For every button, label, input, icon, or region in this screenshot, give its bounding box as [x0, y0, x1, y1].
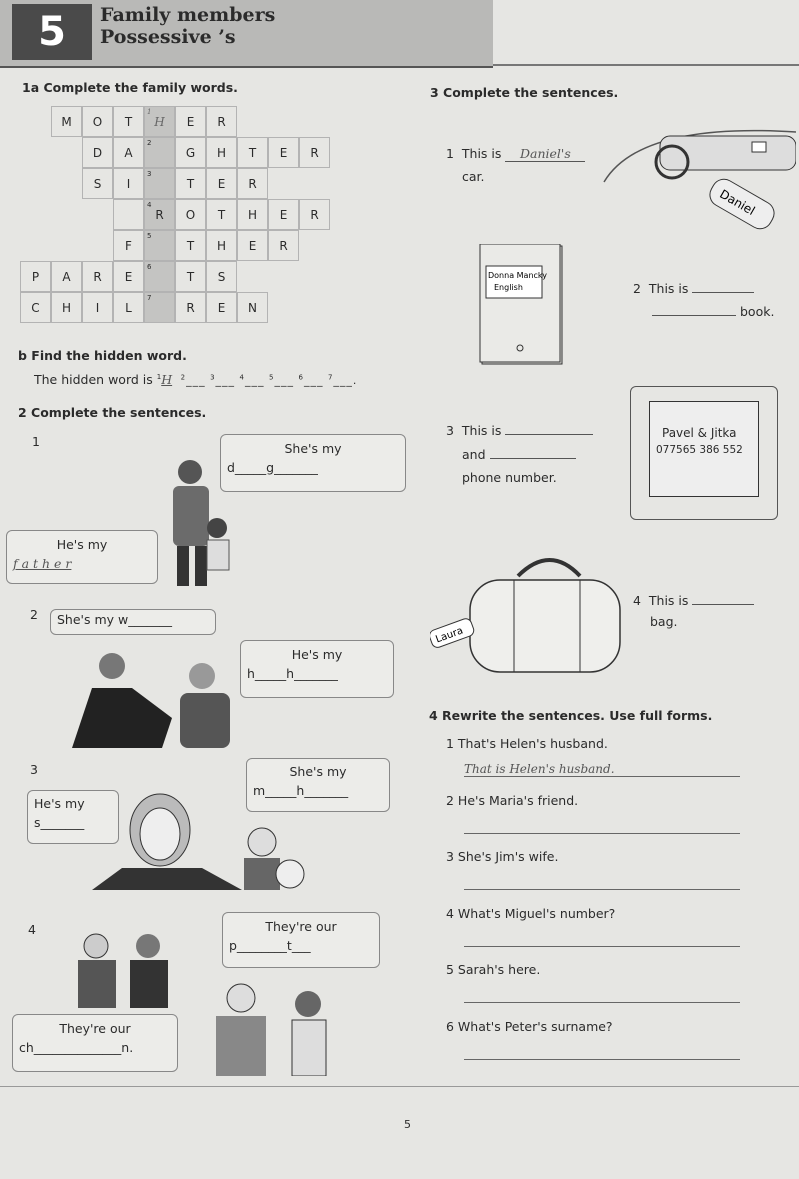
children-illustration: [196, 976, 346, 1076]
bag-illustration: [430, 554, 626, 680]
crossword-cell[interactable]: S: [82, 168, 113, 199]
crossword-cell[interactable]: H: [206, 137, 237, 168]
speech-bubble: She's my m_____h_______: [246, 758, 390, 812]
crossword-cell[interactable]: H: [237, 199, 268, 230]
ex3-item-3: 3 This is: [446, 423, 593, 438]
ex2-item-number: 3: [30, 762, 38, 777]
ex4-heading: 4 Rewrite the sentences. Use full forms.: [429, 708, 713, 723]
mother-son-illustration: [92, 790, 312, 894]
ex1b-heading: b Find the hidden word.: [18, 348, 187, 363]
crossword-cell[interactable]: A: [113, 137, 144, 168]
ex4-answer-line[interactable]: [464, 871, 740, 890]
title-line: Family members: [100, 4, 276, 26]
ex4-answer-line[interactable]: [464, 1041, 740, 1060]
ex4-question: 5 Sarah's here.: [446, 962, 541, 977]
speech-bubble: He's my s_______: [27, 790, 119, 844]
speech-bubble: He's my h_____h_______: [240, 640, 394, 698]
crossword-cell[interactable]: F: [113, 230, 144, 261]
answer-blank[interactable]: [505, 434, 593, 435]
ex3-heading: 3 Complete the sentences.: [430, 85, 619, 100]
key-tag: Daniel: [717, 186, 758, 219]
crossword-cell[interactable]: R: [268, 230, 299, 261]
crossword-cell[interactable]: E: [268, 137, 299, 168]
ex3-item-4: 4 This is: [633, 593, 754, 608]
ex2-item-number: 4: [28, 922, 36, 937]
answer-filled[interactable]: Daniel's: [505, 146, 585, 162]
hidden-word-answer[interactable]: H: [161, 372, 173, 387]
clue-number: 2: [147, 139, 152, 147]
speech-bubble: They're our p________t___: [222, 912, 380, 968]
ex4-answer-line[interactable]: [464, 815, 740, 834]
answer-blank[interactable]: [692, 292, 754, 293]
ex4-answer-line[interactable]: [464, 984, 740, 1003]
header-rule: [493, 64, 799, 66]
crossword-cell[interactable]: E: [206, 292, 237, 323]
crossword-cell[interactable]: P: [20, 261, 51, 292]
ex2-heading: 2 Complete the sentences.: [18, 405, 207, 420]
crossword-cell[interactable]: O: [175, 199, 206, 230]
crossword-cell[interactable]: T: [175, 168, 206, 199]
crossword-cell[interactable]: E: [113, 261, 144, 292]
ex4-answer-line[interactable]: That is Helen's husband.: [464, 758, 740, 777]
footer-rule: [0, 1086, 799, 1087]
crossword-cell[interactable]: 4 R: [144, 199, 175, 230]
crossword-cell[interactable]: D: [82, 137, 113, 168]
book-illustration: [476, 244, 570, 368]
crossword-cell[interactable]: E: [268, 199, 299, 230]
phone-number-display: 077565 386 552: [656, 444, 743, 456]
crossword-cell[interactable]: M: [51, 106, 82, 137]
crossword-cell[interactable]: T: [113, 106, 144, 137]
crossword-cell[interactable]: S: [206, 261, 237, 292]
answer-blank[interactable]: [652, 315, 736, 316]
crossword-cell[interactable]: E: [175, 106, 206, 137]
crossword-cell[interactable]: C: [20, 292, 51, 323]
car-keys-illustration: [600, 112, 796, 244]
speech-bubble: He's my f a t h e r: [6, 530, 158, 584]
ex3-item-2: 2 This is: [633, 281, 754, 296]
crossword-cell[interactable]: H: [206, 230, 237, 261]
speech-bubble: She's my d_____g_______: [220, 434, 406, 492]
answer-blank[interactable]: [692, 604, 754, 605]
ex2-item-number: 2: [30, 607, 38, 622]
ex4-question: 1 That's Helen's husband.: [446, 736, 608, 751]
crossword-cell[interactable]: 1 H: [144, 106, 175, 137]
answer-blank[interactable]: s_______: [34, 815, 85, 830]
bag-tag: Laura: [434, 625, 465, 646]
crossword-cell[interactable]: G: [175, 137, 206, 168]
crossword-cell[interactable]: R: [299, 137, 330, 168]
answer-blank[interactable]: She's my w_______: [57, 612, 172, 627]
answer-blank[interactable]: ch______________n.: [19, 1040, 134, 1055]
crossword-cell[interactable]: A: [51, 261, 82, 292]
answer-blank[interactable]: p________t___: [229, 938, 311, 953]
phone-illustration: [630, 386, 778, 520]
crossword-cell[interactable]: E: [237, 230, 268, 261]
crossword-cell[interactable]: R: [237, 168, 268, 199]
father-daughter-illustration: [145, 450, 245, 590]
clue-number: 3: [147, 170, 152, 178]
clue-number: 7: [147, 294, 152, 302]
ex1a-heading: 1a Complete the family words.: [22, 80, 238, 95]
answer-filled[interactable]: f a t h e r: [13, 556, 72, 571]
ex4-question: 2 He's Maria's friend.: [446, 793, 579, 808]
crossword-cell[interactable]: L: [113, 292, 144, 323]
crossword-cell[interactable]: T: [175, 230, 206, 261]
crossword-cell[interactable]: [113, 199, 144, 230]
crossword-cell[interactable]: R: [206, 106, 237, 137]
ex4-question: 6 What's Peter's surname?: [446, 1019, 613, 1034]
crossword-cell[interactable]: T: [206, 199, 237, 230]
answer-blank[interactable]: m_____h_______: [253, 783, 349, 798]
crossword-cell[interactable]: I: [82, 292, 113, 323]
answer-blank[interactable]: h_____h_______: [247, 666, 338, 681]
svg-text:English: English: [494, 283, 523, 292]
ex4-answer-line[interactable]: [464, 928, 740, 947]
subtitle-line: Possessive ’s: [100, 26, 236, 48]
crossword-cell[interactable]: R: [175, 292, 206, 323]
ex4-question: 4 What's Miguel's number?: [446, 906, 616, 921]
crossword-cell[interactable]: T: [175, 261, 206, 292]
ex3-item-1: 1 This is Daniel's: [446, 146, 585, 162]
crossword-cell[interactable]: R: [82, 261, 113, 292]
speech-bubble: [50, 609, 216, 635]
speech-bubble: They're our ch______________n.: [12, 1014, 178, 1072]
answer-blank[interactable]: d_____g_______: [227, 460, 318, 475]
unit-title: [100, 4, 275, 48]
crossword-cell[interactable]: E: [206, 168, 237, 199]
crossword-cell[interactable]: R: [299, 199, 330, 230]
parents-illustration: [56, 928, 180, 1008]
hidden-word-line: The hidden word is $^1$H $^2$___ $^3$___ $^4$___ $^5$___ $^6$___ $^7$___.: [34, 372, 358, 387]
answer-blank[interactable]: [490, 458, 576, 459]
crossword-cell[interactable]: T: [237, 137, 268, 168]
crossword-cell[interactable]: O: [82, 106, 113, 137]
crossword-cell[interactable]: [144, 292, 175, 323]
crossword-cell[interactable]: H: [51, 292, 82, 323]
clue-number: 6: [147, 263, 152, 271]
hidden-word-prompt: The hidden word is: [34, 372, 153, 387]
crossword-cell[interactable]: N: [237, 292, 268, 323]
clue-number: 1: [147, 108, 152, 116]
crossword-cell[interactable]: I: [113, 168, 144, 199]
svg-text:Donna Mancky: Donna Mancky: [488, 271, 547, 280]
crossword: [20, 106, 400, 334]
ex4-question: 3 She's Jim's wife.: [446, 849, 559, 864]
phone-contact-name: Pavel & Jitka: [662, 426, 737, 440]
clue-number: 5: [147, 232, 152, 240]
ex2-item-number: 1: [32, 434, 40, 449]
unit-number: 5: [12, 4, 92, 60]
page-number: 5: [404, 1118, 411, 1131]
husband-wife-illustration: [62, 648, 252, 748]
clue-number: 4: [147, 201, 152, 209]
